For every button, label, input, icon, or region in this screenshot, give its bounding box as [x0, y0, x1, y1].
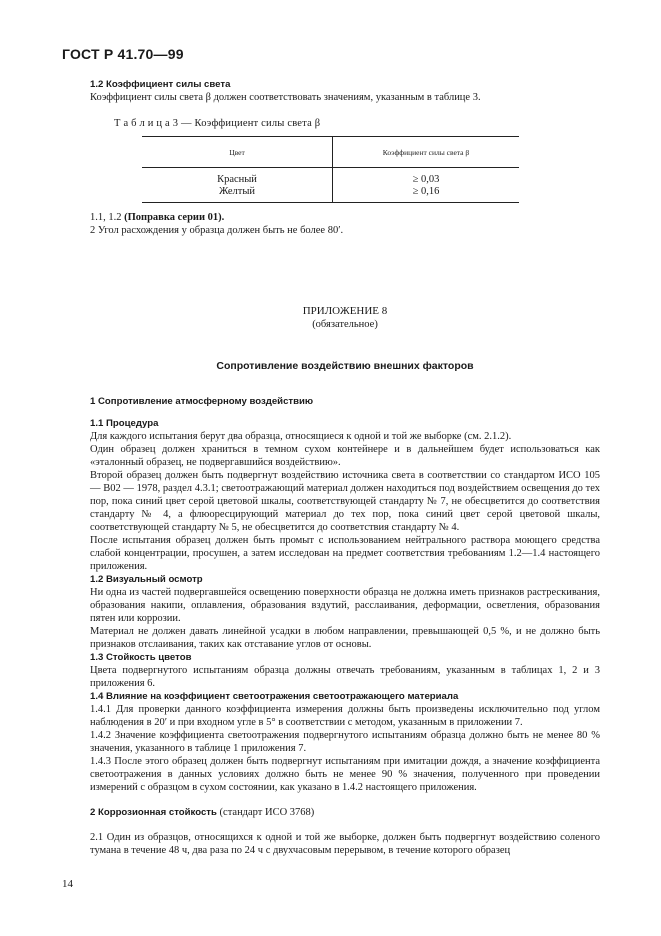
appendix-heading-block [90, 360, 600, 373]
paragraph: Ни одна из частей подвергавшейся освещению поверхности образца не должна иметь признаков растрескивания, образования накипи, оплавления, образования вздутий, расслаивания, деформации, осветления, образования пятен или коррозии. [90, 587, 600, 624]
table-cell-color: Желтый [218, 186, 256, 197]
page-number: 14 [62, 878, 73, 890]
appendix-heading: Сопротивление воздействию внешних факторов [216, 360, 474, 372]
table-cell-value: ≥ 0,03 [412, 174, 440, 185]
appendix-subtitle: (обязательное) [312, 319, 378, 330]
paragraph: Материал не должен давать линейной усадки в любом направлении, превышающей 0,5 %, и не должно быть признаков отслаивания, таких как отставание углов от основы. [90, 626, 600, 650]
table-3-col-coef: Коэффициент силы света β [333, 137, 520, 168]
paragraph: Для каждого испытания берут два образца, относящиеся к одной и той же выборке (см. 2.1.2). [90, 431, 512, 442]
subsection-1-2-heading: 1.2 Визуальный осмотр [90, 574, 203, 585]
paragraph: Второй образец должен быть подвергнут воздействию источника света в соответствии со стандартом ИСО 105 — В02 — 1978, раздел 4.3.1; светоотражающий материал должен находиться под воздействием освещения до тех пор, пока синий цвет серой цветовой шкалы, соответствующей стандарту № 7, не обесцветится до соответствия стандарту № 4, а флюоресцирующий материал до тех пор, пока синий цвет серой цветовой шкалы, соответствующей стандарту № 5, не обесцветится до соответствия стандарту № 4. [90, 470, 600, 533]
paragraph: 1.4.2 Значение коэффициента светоотражения подвергнутого испытаниям образца должно быть не менее 80 % значения, указанного в таблице 1 приложения 7. [90, 730, 600, 754]
section-1 [90, 395, 600, 857]
subsection-1-1-heading: 1.1 Процедура [90, 418, 159, 429]
table-cell-color: Красный [217, 174, 257, 185]
amendment-line-1 [90, 211, 600, 224]
section-1-heading: 1 Сопротивление атмосферному воздействию [90, 396, 314, 407]
section-1-2 [90, 78, 600, 104]
paragraph: 1.4.3 После этого образец должен быть подвергнут испытаниям при имитации дождя, а значение коэффициента светоотражения в данных условиях должно быть не менее 90 % значения, полученного при проведении измерений с образцом в сухом состоянии, как указано в 1.4.2 настоящего приложения. [90, 756, 600, 793]
subsection-1-3-heading: 1.3 Стойкость цветов [90, 652, 192, 663]
amendment-notes [90, 211, 600, 237]
table-3 [142, 136, 519, 203]
appendix-title: ПРИЛОЖЕНИЕ 8 [302, 305, 388, 317]
table-cell-value: ≥ 0,16 [412, 186, 440, 197]
table-3-col-color: Цвет [142, 137, 333, 168]
table-3-caption-text: — Коэффициент силы света β [178, 118, 321, 129]
table-row [142, 168, 519, 203]
amendment-label: (Поправка серии 01). [124, 212, 225, 223]
table-3-caption-prefix: Т а б л и ц а 3 [114, 118, 179, 129]
document-header: ГОСТ Р 41.70—99 [62, 46, 184, 62]
appendix-title-block [90, 305, 600, 331]
paragraph: После испытания образец должен быть промыт с использованием нейтрального раствора моющего средства слабой концентрации, просушен, а затем исследован на предмет соответствия требованиям 1.2—1.4 настоящего приложения. [90, 535, 600, 572]
amendment-number: 1.1, 1.2 [90, 212, 122, 223]
table-3-header-row [142, 137, 519, 168]
section-2-heading: 2 Коррозионная стойкость [90, 807, 217, 818]
paragraph: Один образец должен храниться в темном сухом контейнере и в дальнейшем будет использоваться как «эталонный образец, не подвергавшийся воздействию». [90, 444, 600, 468]
amendment-line-2: 2 Угол расхождения у образца должен быть не более 80′. [90, 225, 344, 236]
table-3-values-cell [333, 168, 520, 203]
section-1-2-heading: 1.2 Коэффициент силы света [90, 79, 231, 90]
section-2-heading-line [90, 806, 600, 819]
paragraph: Цвета подвергнутого испытаниям образца должны отвечать требованиям, указанным в таблицах 1, 2 и 3 приложения 6. [90, 665, 600, 689]
section-2-heading-suffix: (стандарт ИСО 3768) [216, 807, 315, 818]
table-3-caption [114, 117, 624, 130]
subsection-1-4-heading: 1.4 Влияние на коэффициент светоотражения светоотражающего материала [90, 691, 459, 702]
paragraph: 2.1 Один из образцов, относящихся к одной и той же выборке, должен быть подвергнут воздействию соленого тумана в течение 48 ч, два раза по 24 ч с двухчасовым перерывом, в течение которого образец [90, 832, 600, 856]
table-3-colors-cell [142, 168, 333, 203]
section-1-2-text: Коэффициент силы света β должен соответствовать значениям, указанным в таблице 3. [90, 92, 481, 103]
paragraph: 1.4.1 Для проверки данного коэффициента измерения должны быть произведены исключительно под углом наблюдения в 20′ и при входном угле в 5° в соответствии с методом, указанным в приложении 7. [90, 704, 600, 728]
